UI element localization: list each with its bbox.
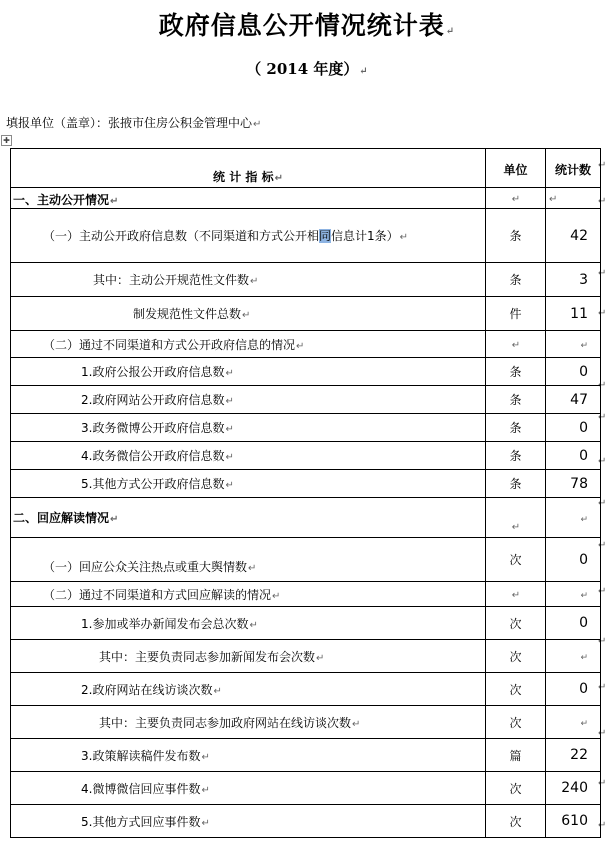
row-value: 22 [546,739,601,772]
row-unit: 次 [486,640,546,673]
table-row [11,188,601,209]
row-unit: 次 [486,772,546,805]
row-value: ↵ [546,498,601,538]
row-end-mark: ↵ [598,682,607,693]
row-label: （二）通过不同渠道和方式回应解读的情况↵ [11,582,486,607]
row-value: 610 [546,805,601,838]
table-row [11,706,601,739]
row-value: ↵ [546,706,601,739]
row-unit: ↵ [486,331,546,358]
selection-highlight: 同 [319,229,332,243]
row-end-mark: ↵ [598,308,607,319]
row-end-mark: ↵ [598,586,607,597]
statistics-table [10,148,601,838]
reporting-unit: 填报单位（盖章）：张掖市住房公积金管理中心↵ [6,116,262,130]
row-end-mark: ↵ [598,820,607,831]
row-end-mark: ↵ [598,196,607,207]
row-unit: 条 [486,442,546,470]
row-unit: 条 [486,414,546,442]
document-title: 政府信息公开情况统计表↵ [158,11,456,40]
table-move-handle-icon[interactable]: ✚ [1,135,12,146]
row-end-mark: ↵ [598,540,607,551]
row-unit: 次 [486,706,546,739]
row-unit: 条 [486,209,546,263]
row-end-mark: ↵ [598,412,607,423]
row-label: 4.政务微信公开政府信息数↵ [11,442,486,470]
row-label: 1.政府公报公开政府信息数↵ [11,358,486,386]
row-label: （一）主动公开政府信息数（不同渠道和方式公开相同信息计1条）↵ [11,209,486,263]
row-label: 3.政务微博公开政府信息数↵ [11,414,486,442]
row-unit: 次 [486,673,546,706]
row-end-mark: ↵ [598,160,607,171]
row-end-mark: ↵ [598,498,607,509]
table-header-row [11,149,601,188]
table-row [11,607,601,640]
table-row [11,263,601,297]
row-unit: 次 [486,538,546,582]
row-unit: 篇 [486,739,546,772]
row-end-mark: ↵ [598,728,607,739]
row-label: 二、回应解读情况↵ [11,498,486,538]
row-unit: ↵ [486,582,546,607]
row-label: 5.其他方式公开政府信息数↵ [11,470,486,498]
table-row [11,331,601,358]
row-label: 其中：主要负责同志参加新闻发布会次数↵ [11,640,486,673]
row-end-mark: ↵ [598,268,607,279]
header-indicator: 统 计 指 标↵ [11,149,486,188]
row-value: ↵ [546,188,601,209]
row-value: 0 [546,358,601,386]
row-unit: 条 [486,358,546,386]
row-unit: 条 [486,386,546,414]
row-value: 11 [546,297,601,331]
row-value: 0 [546,538,601,582]
row-unit: 件 [486,297,546,331]
row-unit: 条 [486,263,546,297]
table-row [11,414,601,442]
row-label: 一、主动公开情况↵ [11,188,486,209]
row-end-mark: ↵ [598,380,607,391]
table-row [11,739,601,772]
table-row [11,673,601,706]
row-value: 0 [546,442,601,470]
header-unit: 单位 [486,149,546,188]
row-label: 3.政策解读稿件发布数↵ [11,739,486,772]
table-row [11,386,601,414]
table-row [11,772,601,805]
row-label: 其中：主动公开规范性文件数↵ [11,263,486,297]
row-label: 1.参加或举办新闻发布会总次数↵ [11,607,486,640]
row-value: 3 [546,263,601,297]
row-value: ↵ [546,640,601,673]
row-label: 2.政府网站在线访谈次数↵ [11,673,486,706]
table-row [11,358,601,386]
row-end-mark: ↵ [598,636,607,647]
row-unit: 次 [486,805,546,838]
row-label: 其中：主要负责同志参加政府网站在线访谈次数↵ [11,706,486,739]
row-value: 42 [546,209,601,263]
table-row [11,498,601,538]
row-end-mark: ↵ [598,456,607,467]
row-end-mark: ↵ [598,778,607,789]
table-row [11,470,601,498]
row-value: 0 [546,414,601,442]
row-value: 240 [546,772,601,805]
row-label: 5.其他方式回应事件数↵ [11,805,486,838]
row-value: ↵ [546,331,601,358]
row-value: 47 [546,386,601,414]
row-label: 2.政府网站公开政府信息数↵ [11,386,486,414]
table-row [11,297,601,331]
table-row [11,209,601,263]
table-row [11,582,601,607]
row-label: 4.微博微信回应事件数↵ [11,772,486,805]
row-unit: 次 [486,607,546,640]
row-value: 78 [546,470,601,498]
header-count: 统计数 [546,149,601,188]
row-label: （二）通过不同渠道和方式公开政府信息的情况↵ [11,331,486,358]
table-row [11,640,601,673]
table-row [11,538,601,582]
row-unit: ↵ [486,498,546,538]
row-value: ↵ [546,582,601,607]
row-label: （一）回应公众关注热点或重大舆情数↵ [11,538,486,582]
row-unit: ↵ [486,188,546,209]
report-year: （ 2014 年度）↵ [246,60,368,78]
row-label: 制发规范性文件总数↵ [11,297,486,331]
table-row [11,805,601,838]
row-value: 0 [546,673,601,706]
row-value: 0 [546,607,601,640]
table-row [11,442,601,470]
row-unit: 条 [486,470,546,498]
